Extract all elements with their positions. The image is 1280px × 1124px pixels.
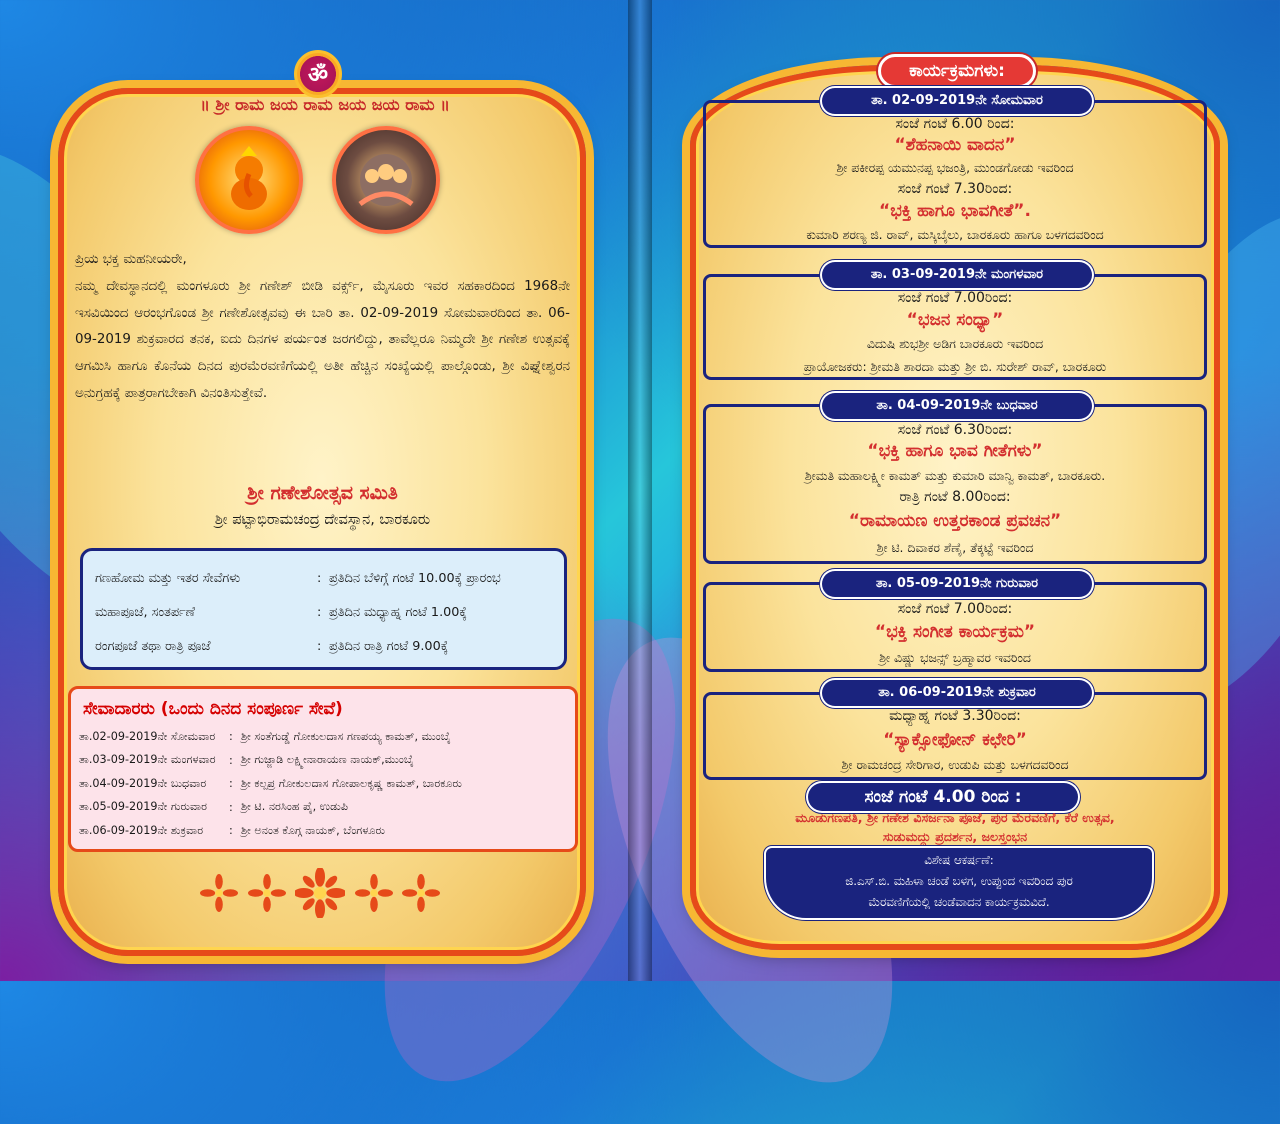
procession-time: ಸಂಜೆ ಗಂಟೆ 4.00 ರಿಂದ :	[808, 783, 1078, 811]
flower-ornament	[200, 870, 440, 916]
letter-body: ನಮ್ಮ ದೇವಸ್ಥಾನದಲ್ಲಿ ಮಂಗಳೂರು ಶ್ರೀ ಗಣೇಶ್ ಬೀಡಿ ವರ್ಕ್ಸ್, ಮೈಸೂರು ಇವರ ಸಹಕಾರದಿಂದ 1968ನೇ ಇಸವಿಯಿಂದ ಆರಂಭಗೊಂಡ ಶ್ರೀ ಗಣೇಶೋತ್ಸವವು ಈ ಬಾರಿ ತಾ. 02-09-2019 ಸೋಮವಾರದಿಂದ ತಾ. 06-09-2019 ಶುಕ್ರವಾರದ ತನಕ, ಐದು ದಿನಗಳ ಪರ್ಯಂತ ಜರಗಲಿದ್ದು, ತಾವೆಲ್ಲರೂ ನಿಮ್ಮದೇ ಶ್ರೀ ಗಣೇಶ ಉತ್ಸವಕ್ಕೆ ಆಗಮಿಸಿ ಹಾಗೂ ಕೊನೆಯ ದಿನದ ಪುರಮೆರವಣಿಗೆಯಲ್ಲಿ ಅತೀ ಹೆಚ್ಚಿನ ಸಂಖ್ಯೆಯಲ್ಲಿ ಪಾಲ್ಗೊಂಡು, ಶ್ರೀ ವಿಘ್ನೇಶ್ವರನ ಅನುಗ್ರಹಕ್ಕೆ ಪಾತ್ರರಾಗಬೇಕಾಗಿ ವಿನಂತಿಸುತ್ತೇವೆ.	[75, 278, 570, 401]
service-time: ಪ್ರತಿದಿನ ಮಧ್ಯಾಹ್ನ ಗಂಟೆ 1.00ಕ್ಕೆ	[329, 604, 467, 620]
sevadar-title: ಸೇವಾದಾರರು (ಒಂದು ದಿನದ ಸಂಪೂರ್ಣ ಸೇವೆ)	[83, 699, 343, 719]
sevadar-row	[79, 819, 567, 843]
service-time: ಪ್ರತಿದಿನ ರಾತ್ರಿ ಗಂಟೆ 9.00ಕ್ಕೆ	[329, 638, 449, 654]
sevadar-row	[79, 796, 567, 820]
service-row	[95, 629, 552, 663]
sevadar-name: ಶ್ರೀ ಅನಂತ ಕೊಗ್ಗ ನಾಯಕ್, ಬೆಂಗಳೂರು	[241, 823, 386, 837]
program-sponsor: ಪ್ರಾಯೋಜಕರು: ಶ್ರೀಮತಿ ಶಾರದಾ ಮತ್ತು ಶ್ರೀ ಬಿ. ಸುರೇಶ್ ರಾವ್, ಬಾರಕೂರು	[803, 359, 1107, 374]
colon: :	[229, 824, 233, 838]
sevadar-name: ಶ್ರೀ ಸಂತೆಗುಡ್ಡೆ ಗೋಕುಲದಾಸ ಗಣಪಯ್ಯ ಕಾಮತ್, ಮುಂಬೈ	[241, 729, 451, 743]
rama-image	[332, 126, 440, 234]
programs-title: ಕಾರ್ಯಕ್ರಮಗಳು:	[878, 54, 1036, 88]
book-spine	[628, 0, 652, 981]
org-place: ಶ್ರೀ ಪಟ್ಟಾಭಿರಾಮಚಂದ್ರ ದೇವಸ್ಥಾನ, ಬಾರಕೂರು	[214, 512, 431, 528]
flower-icon	[402, 874, 440, 912]
service-name: ಗಣಹೋಮ ಮತ್ತು ಇತರ ಸೇವೆಗಳು	[95, 570, 241, 586]
sevadar-day: ತಾ.05-09-2019ನೇ ಗುರುವಾರ	[79, 800, 208, 814]
day-date: ತಾ. 04-09-2019ನೇ ಬುಧವಾರ	[822, 393, 1092, 419]
service-row	[95, 561, 552, 595]
sevadar-name: ಶ್ರೀ ಗುಜ್ಜಾಡಿ ಲಕ್ಷ್ಮೀನಾರಾಯಣ ನಾಯಕ್,ಮುಂಬೈ	[241, 753, 414, 767]
program-performer: ಕುಮಾರಿ ಶರಣ್ಯ ಜಿ. ರಾವ್, ಮಸ್ಕಿಬೈಲು, ಬಾರಕೂರು ಹಾಗೂ ಬಳಗದವರಿಂದ	[806, 227, 1104, 242]
day-date: ತಾ. 02-09-2019ನೇ ಸೋಮವಾರ	[822, 88, 1092, 114]
ganesha-image	[195, 126, 303, 234]
flower-icon	[248, 874, 286, 912]
program-time: ಸಂಜೆ ಗಂಟೆ 6.30ರಿಂದ:	[897, 422, 1013, 438]
sevadar-day: ತಾ.06-09-2019ನೇ ಶುಕ್ರವಾರ	[79, 823, 204, 837]
program-name: “ಭಕ್ತಿ ಹಾಗೂ ಭಾವಗೀತೆ”.	[879, 201, 1031, 221]
program-time: ಸಂಜೆ ಗಂಟೆ 7.00ರಿಂದ:	[897, 290, 1013, 306]
sevadar-row	[79, 749, 567, 773]
program-performer: ಶ್ರೀ ವಿಷ್ಣು ಭಜನ್ಸ್ ಬ್ರಹ್ಮಾವರ ಇವರಿಂದ	[879, 650, 1031, 665]
invitation-letter	[75, 247, 570, 408]
program-time: ರಾತ್ರಿ ಗಂಟೆ 8.00ರಿಂದ:	[899, 489, 1011, 505]
sevadar-name: ಶ್ರೀ ಕಲ್ಪಪ್ರ ಗೋಕುಲದಾಸ ಗೋಪಾಲಕೃಷ್ಣ ಕಾಮತ್, ಬಾರಕೂರು	[241, 776, 462, 790]
program-name: “ಭಕ್ತಿ ಹಾಗೂ ಭಾವ ಗೀತೆಗಳು”	[867, 441, 1043, 461]
program-performer: ಶ್ರೀ ಟಿ. ದಿವಾಕರ ಶೆಣೈ, ತೆಕ್ಕಟ್ಟೆ ಇವರಿಂದ	[876, 540, 1034, 555]
special-line: ಜಿ.ಎಸ್.ಬಿ. ಮಹಿಳಾ ಚಂಡೆ ಬಳಗ, ಉಪ್ಪುಂದ ಇವರಿಂದ ಪುರ	[845, 874, 1073, 888]
sevadar-day: ತಾ.03-09-2019ನೇ ಮಂಗಳವಾರ	[79, 753, 216, 767]
program-time: ಸಂಜೆ ಗಂಟೆ 7.30ರಿಂದ:	[897, 181, 1013, 197]
program-performer: ವಿದುಷಿ ಶುಭಶ್ರೀ ಅಡಿಗ ಬಾರಕೂರು ಇವರಿಂದ	[866, 336, 1044, 351]
program-time: ಸಂಜೆ ಗಂಟೆ 7.00ರಿಂದ:	[897, 601, 1013, 617]
sevadar-row	[79, 725, 567, 749]
day-date: ತಾ. 03-09-2019ನೇ ಮಂಗಳವಾರ	[822, 262, 1092, 288]
sevadar-name: ಶ್ರೀ ಟಿ. ನರಸಿಂಹ ಪೈ, ಉಡುಪಿ	[241, 800, 348, 814]
program-name: “ರಾಮಾಯಣ ಉತ್ತರಕಾಂಡ ಪ್ರವಚನ”	[848, 511, 1062, 531]
sevadar-row	[79, 772, 567, 796]
service-name: ಮಹಾಪೂಜೆ, ಸಂತರ್ಪಣೆ	[95, 604, 195, 620]
program-name: “ಸ್ಯಾಕ್ಸೋಫೋನ್ ಕಛೇರಿ”	[883, 730, 1027, 750]
salutation: ಪ್ರಿಯ ಭಕ್ತ ಮಹನೀಯರೇ,	[75, 252, 187, 267]
colon: :	[229, 777, 233, 791]
program-performer: ಶ್ರೀಮತಿ ಮಹಾಲಕ್ಷ್ಮೀ ಕಾಮತ್ ಮತ್ತು ಕುಮಾರಿ ಮಾನ್ವಿ ಕಾಮತ್, ಬಾರಕೂರು.	[804, 468, 1106, 483]
program-name: “ಶೆಹನಾಯಿ ವಾದನ”	[894, 135, 1016, 155]
colon: :	[229, 753, 233, 767]
program-time: ಮಧ್ಯಾಹ್ನ ಗಂಟೆ 3.30ರಿಂದ:	[889, 708, 1021, 724]
ganesha-icon	[213, 144, 285, 216]
special-attraction	[766, 848, 1152, 918]
colon: :	[229, 730, 233, 744]
special-title: ವಿಶೇಷ ಆಕರ್ಷಣೆ:	[924, 853, 994, 867]
program-name: “ಭಜನ ಸಂಧ್ಯಾ”	[906, 310, 1004, 330]
services-box	[80, 548, 567, 670]
day-date: ತಾ. 05-09-2019ನೇ ಗುರುವಾರ	[822, 571, 1092, 597]
program-performer: ಶ್ರೀ ಪಕೀರಪ್ಪ ಯಮುನಪ್ಪ ಭಜಂತ್ರಿ, ಮುಂಡಗೋಡು ಇವರಿಂದ	[836, 160, 1074, 175]
rama-icon	[350, 144, 422, 216]
flower-icon	[355, 874, 393, 912]
service-name: ರಂಗಪೂಜೆ ತಥಾ ರಾತ್ರಿ ಪೂಜೆ	[95, 638, 211, 654]
procession-line: ಸುಡುಮದ್ದು ಪ್ರದರ್ಶನ, ಜಲಸ್ತಂಭನ	[882, 829, 1028, 844]
service-time: ಪ್ರತಿದಿನ ಬೆಳಿಗ್ಗೆ ಗಂಟೆ 10.00ಕ್ಕೆ ಪ್ರಾರಂಭ	[329, 570, 501, 586]
colon: :	[317, 570, 322, 586]
sevadar-day: ತಾ.02-09-2019ನೇ ಸೋಮವಾರ	[79, 729, 216, 743]
procession-line: ಮೂಡುಗಣಪತಿ, ಶ್ರೀ ಗಣೇಶ ವಿಸರ್ಜನಾ ಪೂಜೆ, ಪುರ ಮೆರವಣಿಗೆ, ಕೆರೆ ಉತ್ಸವ,	[795, 810, 1115, 825]
colon: :	[229, 800, 233, 814]
sevadar-box	[68, 686, 578, 852]
flower-icon	[200, 874, 238, 912]
day-date: ತಾ. 06-09-2019ನೇ ಶುಕ್ರವಾರ	[822, 680, 1092, 706]
service-row	[95, 595, 552, 629]
program-time: ಸಂಜೆ ಗಂಟೆ 6.00 ರಿಂದ:	[895, 116, 1015, 132]
program-name: “ಭಕ್ತಿ ಸಂಗೀತ ಕಾರ್ಯಕ್ರಮ”	[874, 622, 1036, 642]
om-icon: ॐ	[294, 50, 342, 98]
top-chant: ॥ ಶ್ರೀ ರಾಮ ಜಯ ರಾಮ ಜಯ ಜಯ ರಾಮ ॥	[200, 95, 450, 114]
program-performer: ಶ್ರೀ ರಾಮಚಂದ್ರ ಸೇರಿಗಾರ, ಉಡುಪಿ ಮತ್ತು ಬಳಗದವರಿಂದ	[841, 757, 1069, 772]
flower-icon	[295, 868, 345, 918]
special-line: ಮೆರವಣಿಗೆಯಲ್ಲಿ ಚಂಡೆವಾದನ ಕಾರ್ಯಕ್ರಮವಿದೆ.	[868, 895, 1050, 909]
colon: :	[317, 638, 322, 654]
colon: :	[317, 604, 322, 620]
org-name: ಶ್ರೀ ಗಣೇಶೋತ್ಸವ ಸಮಿತಿ	[247, 482, 398, 504]
sevadar-day: ತಾ.04-09-2019ನೇ ಬುಧವಾರ	[79, 776, 207, 790]
